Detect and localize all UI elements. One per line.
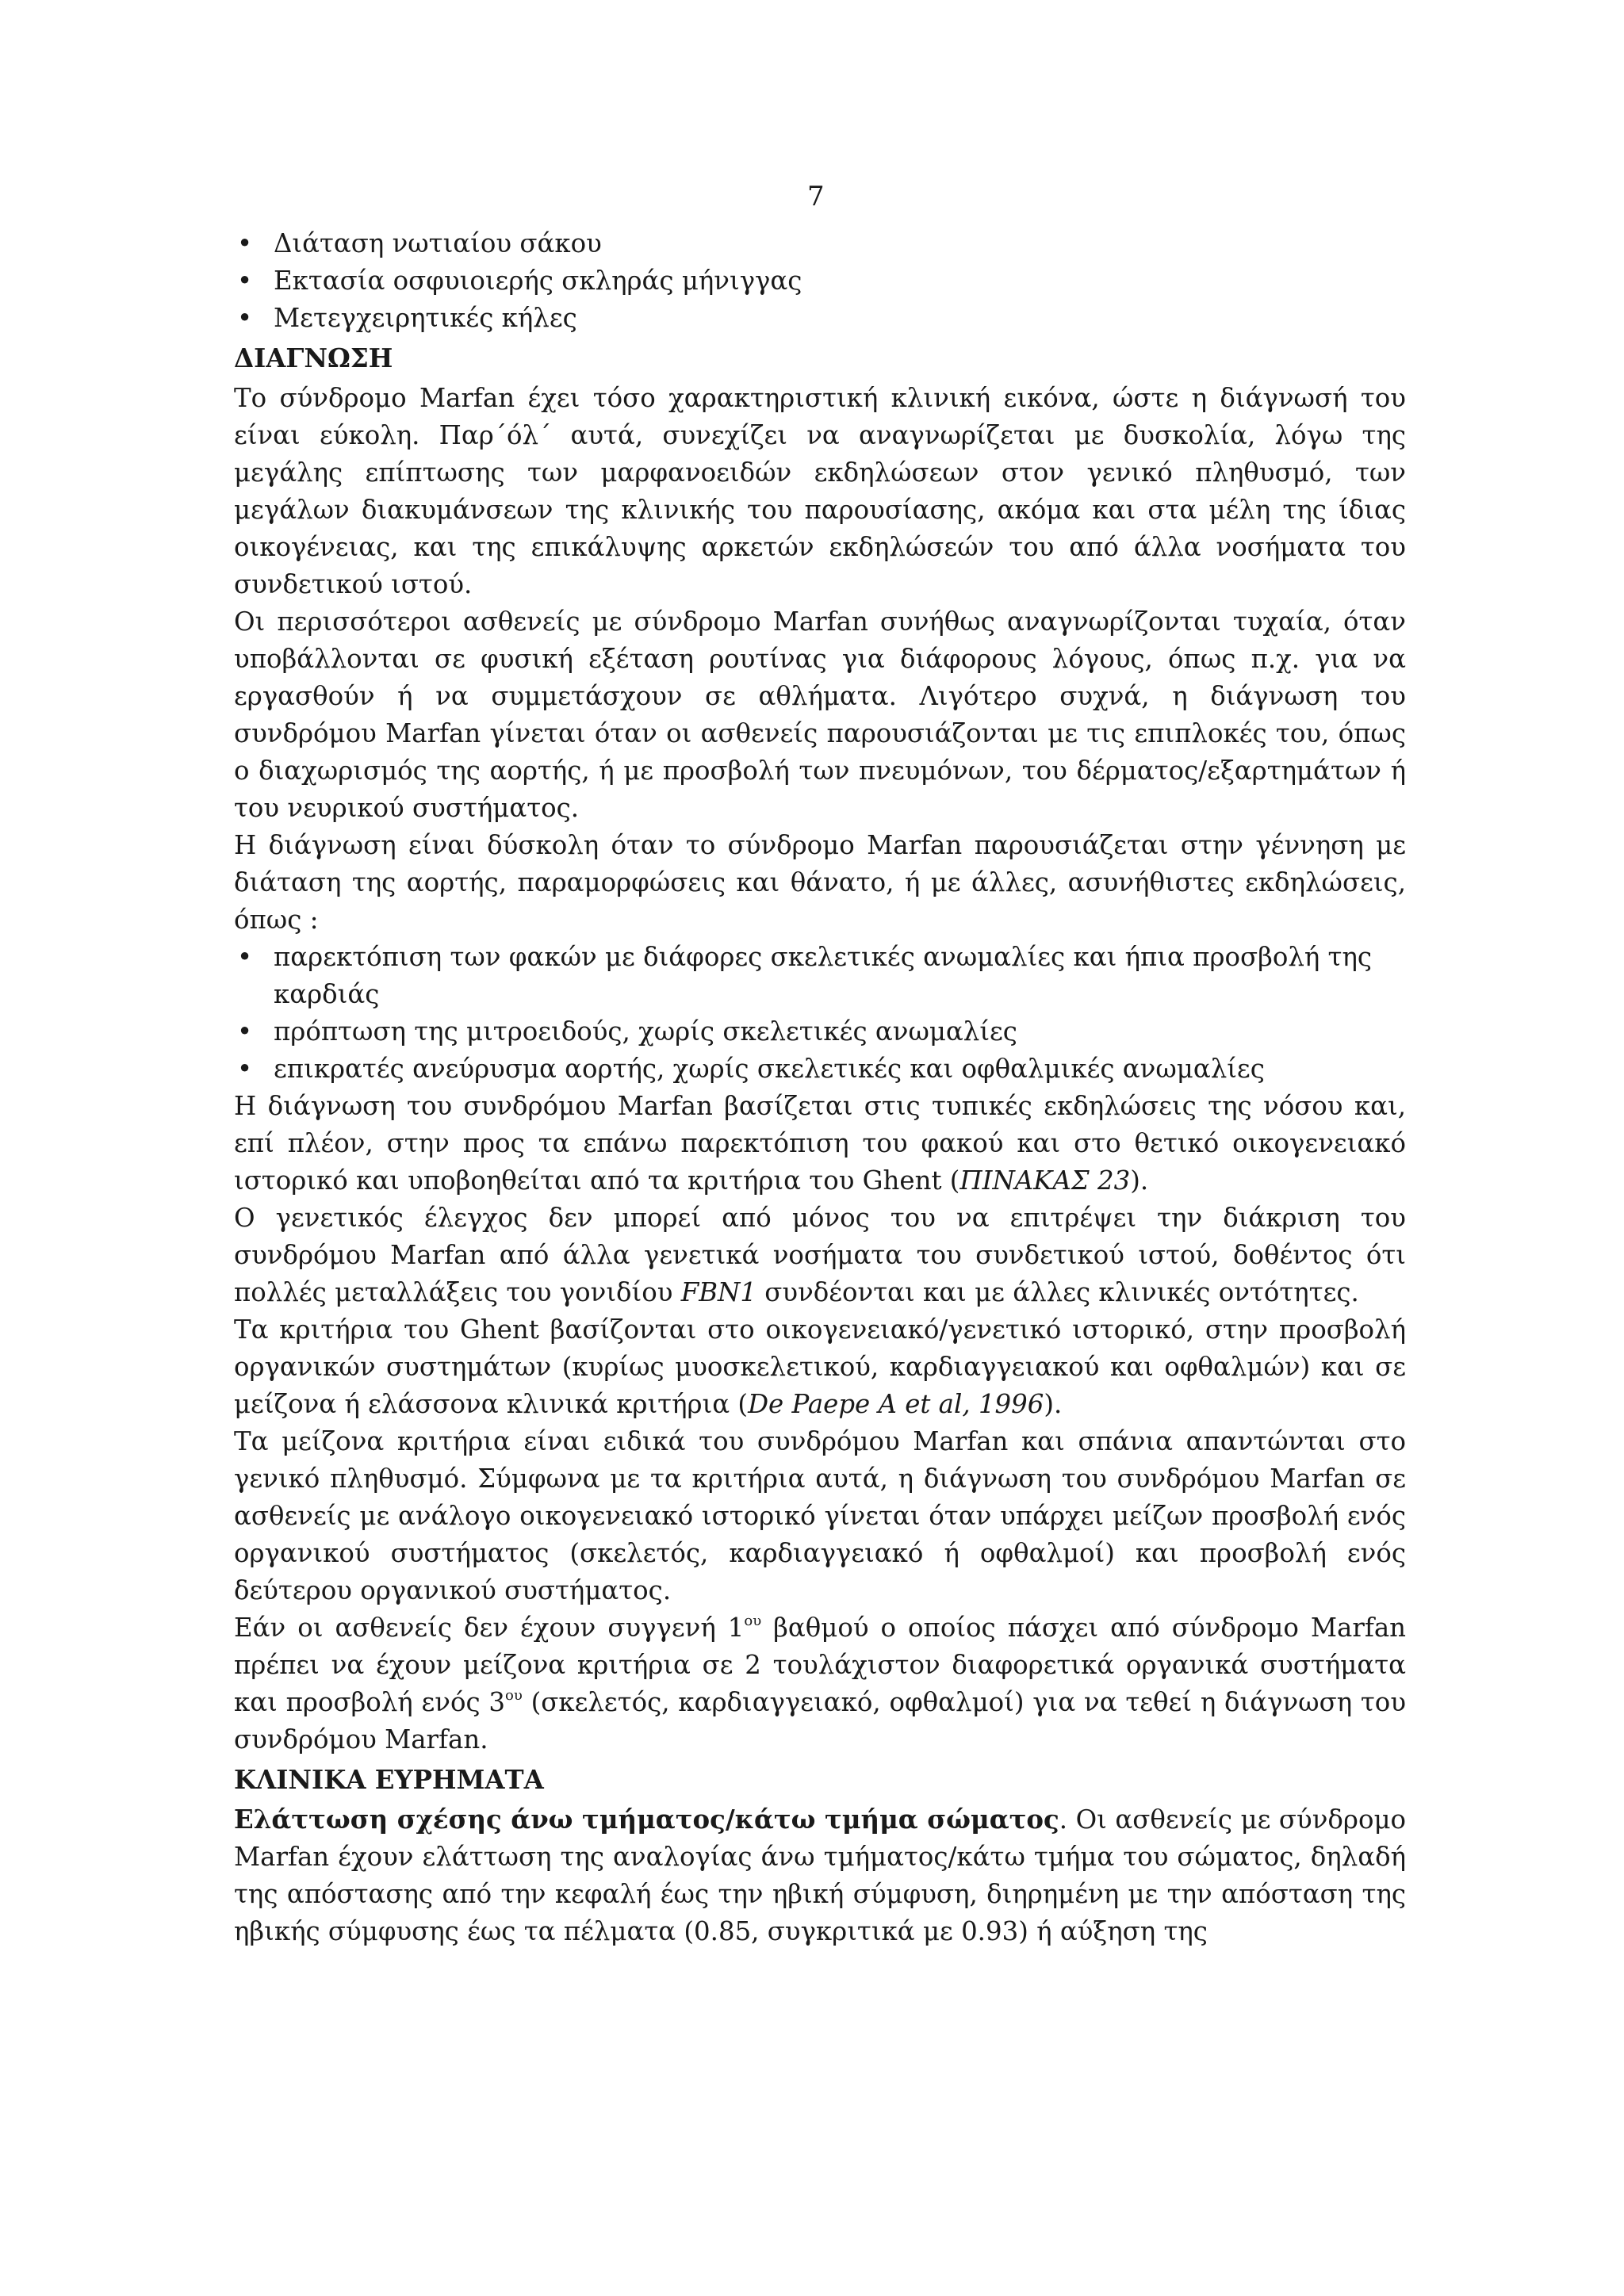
paragraph-text: συνδέονται και με άλλες κλινικές οντότητες. [756,1277,1359,1307]
document-page [234,0,1406,2296]
list-item: • επικρατές ανεύρυσμα αορτής, χωρίς σκελετικές και οφθαλμικές ανωμαλίες [234,1050,1406,1088]
paragraph: Τα μείζονα κριτήρια είναι ειδικά του συνδρόμου Marfan και σπάνια απαντώνται στο γενικό πληθυσμό. Σύμφωνα με τα κριτήρια αυτά, η διάγνωση του συνδρόμου Marfan σε ασθενείς με ανάλογο οικογενειακό ιστορικό γίνεται όταν υπάρχει μείζων προσβολή ενός οργανικού συστήματος (σκελετός, καρδιαγγειακό ή οφθαλμοί) και προσβολή ενός δεύτερου οργανικού συστήματος. [234,1426,1406,1605]
citation: De Paepe A et al, 1996 [748,1389,1044,1419]
run-in-heading: Ελάττωση σχέσης άνω τμήματος/κάτω τμήμα σώματος [234,1804,1059,1835]
paragraph [234,1609,1406,1758]
paragraph-text: Εάν οι ασθενείς δεν έχουν συγγενή 1 [234,1613,745,1643]
paragraph [234,1311,1406,1423]
table-reference: ΠΙΝΑΚΑΣ 23 [959,1165,1131,1196]
section-heading-diagnosis: ΔΙΑΓΝΩΣΗ [234,343,393,373]
paragraph: Οι περισσότεροι ασθενείς με σύνδρομο Marfan συνήθως αναγνωρίζονται τυχαία, όταν υποβάλλονται σε φυσική εξέταση ρουτίνας για διάφορους λόγους, όπως π.χ. για να εργασθούν ή να συμμετάσχουν σε αθλήματα. Λιγότερο συχνά, η διάγνωση του συνδρόμου Marfan γίνεται όταν οι ασθενείς παρουσιάζονται με τις επιπλοκές του, όπως ο διαχωρισμός της αορτής, ή με προσβολή των πνευμόνων, του δέρματος/εξαρτημάτων ή του νευρικού συστήματος. [234,607,1406,823]
paragraph: Το σύνδρομο Marfan έχει τόσο χαρακτηριστική κλινική εικόνα, ώστε η διάγνωσή του είναι εύκολη. Παρ΄όλ΄ αυτά, συνεχίζει να αναγνωρίζεται με δυσκολία, λόγω της μεγάλης επίπτωσης των μαρφανοειδών εκδηλώσεων στον γενικό πληθυσμό, των μεγάλων διακυμάνσεων της κλινικής του παρουσίασης, ακόμα και στα μέλη της ίδιας οικογένειας, και της επικάλυψης αρκετών εκδηλώσεών του από άλλα νοσήματα του συνδετικού ιστού. [234,383,1406,599]
paragraph-text: ). [1130,1165,1149,1196]
paragraph-text: Ο γενετικός έλεγχος δεν μπορεί από μόνος του να επιτρέψει την διάκριση του συνδρόμου Marfan από άλλα γενετικά νοσήματα του συνδετικού ιστού, δοθέντος ότι πολλές μεταλλάξεις του γονιδίου [234,1203,1406,1307]
diagnosis-bullet-list [234,939,1406,1088]
page-content [234,225,1406,1950]
ordinal-superscript: ου [505,1687,523,1704]
list-item: • Διάταση νωτιαίου σάκου [234,225,1406,262]
paragraph [234,1801,1406,1950]
top-bullet-list [234,225,1406,337]
paragraph-text: (σκελετός, καρδιαγγειακό, οφθαλμοί) για να τεθεί η διάγνωση του συνδρόμου Marfan. [234,1687,1407,1755]
paragraph-text: Τα κριτήρια του Ghent βασίζονται στο οικογενειακό/γενετικό ιστορικό, στην προσβολή οργανικών συστημάτων (κυρίως μυοσκελετικού, καρδιαγγειακού και οφθαλμών) και σε μείζονα ή ελάσσονα κλινικά κριτήρια ( [234,1314,1406,1419]
list-item: • παρεκτόπιση των φακών με διάφορες σκελετικές ανωμαλίες και ήπια προσβολή της καρδιάς [234,939,1406,1013]
section-heading-clinical-findings: ΚΛΙΝΙΚΑ ΕΥΡΗΜΑΤΑ [234,1765,544,1795]
paragraph-text: ). [1044,1389,1063,1419]
paragraph-text: βαθμού ο οποίος πάσχει από σύνδρομο Marfan πρέπει να έχουν μείζονα κριτήρια σε 2 τουλάχιστον διαφορετικά οργανικά συστήματα και προσβολή ενός 3 [234,1613,1407,1717]
gene-name: FBN1 [680,1277,756,1307]
list-item: • Μετεγχειρητικές κήλες [234,300,1406,337]
ordinal-superscript: ου [744,1613,762,1629]
paragraph-text: . Οι ασθενείς με σύνδρομο Marfan έχουν ελάττωση της αναλογίας άνω τμήματος/κάτω τμήμα του σώματος, δηλαδή της απόστασης από την κεφαλή έως την ηβική σύμφυση, διηρημένη με την απόσταση της ηβικής σύμφυσης έως τα πέλματα (0.85, συγκριτικά με 0.93) ή αύξηση της [234,1804,1406,1946]
paragraph-text: Η διάγνωση του συνδρόμου Marfan βασίζεται στις τυπικές εκδηλώσεις της νόσου και, επί πλέον, στην προς τα επάνω παρεκτόπιση του φακού και στο θετικό οικογενειακό ιστορικό και υποβοηθείται από τα κριτήρια του Ghent ( [234,1091,1406,1196]
paragraph: Η διάγνωση είναι δύσκολη όταν το σύνδρομο Marfan παρουσιάζεται στην γέννηση με διάταση της αορτής, παραμορφώσεις και θάνατο, ή με άλλες, ασυνήθιστες εκδηλώσεις, όπως : [234,830,1406,935]
paragraph [234,1088,1406,1200]
paragraph [234,1200,1406,1311]
list-item: • Εκτασία οσφυιοιερής σκληράς μήνιγγας [234,262,1406,300]
page-number: 7 [807,181,825,212]
list-item: • πρόπτωση της μιτροειδούς, χωρίς σκελετικές ανωμαλίες [234,1013,1406,1050]
